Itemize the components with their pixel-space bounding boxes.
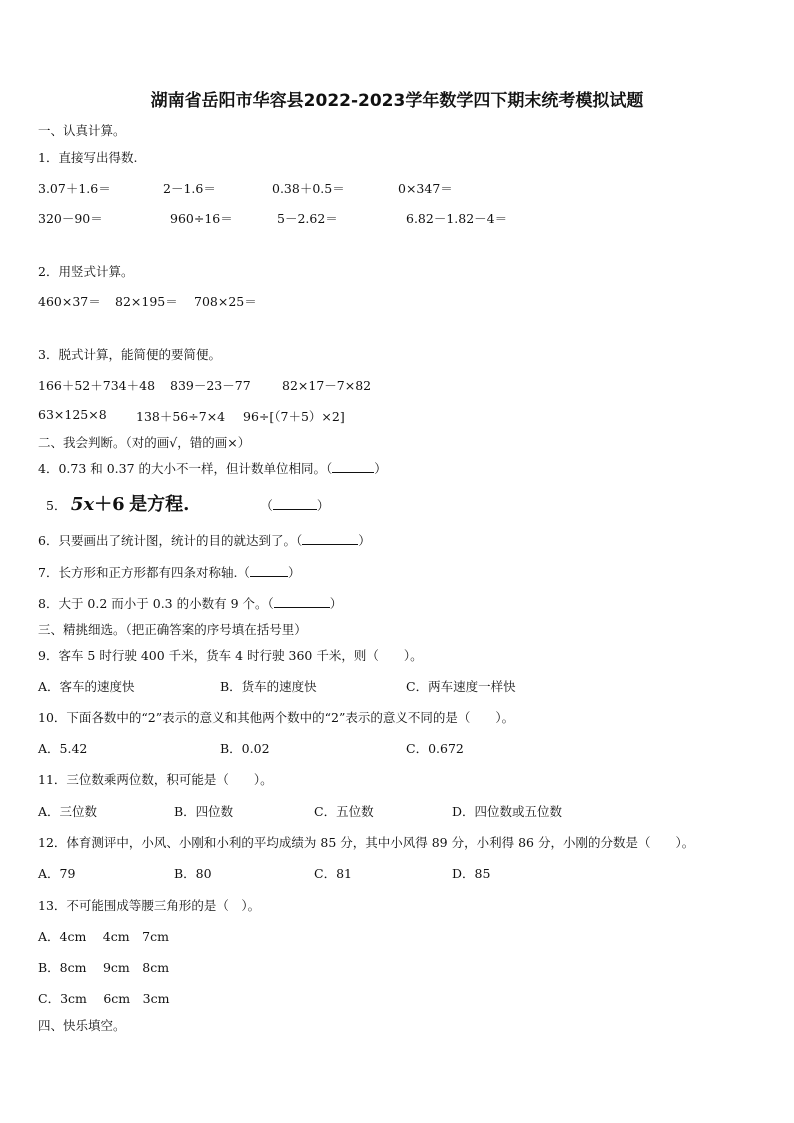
option-d[interactable]: D．85 xyxy=(452,866,491,881)
q3-item: 138＋56÷7×4 xyxy=(136,409,226,424)
option-c[interactable]: C．两车速度一样快 xyxy=(406,679,516,694)
q2-item: 460×37＝ xyxy=(38,294,101,309)
q1-item: 6.82－1.82－4＝ xyxy=(406,211,508,226)
q3-item: 82×17－7×82 xyxy=(282,378,372,393)
option-a[interactable]: A．79 xyxy=(38,866,76,881)
q2-item: 708×25＝ xyxy=(194,294,257,309)
section-4-heading: 四、快乐填空。 xyxy=(38,1018,126,1033)
q1-item: 0×347＝ xyxy=(398,181,453,196)
page-title: 湖南省岳阳市华容县2022-2023学年数学四下期末统考模拟试题 xyxy=(150,91,644,111)
option-c[interactable]: C．3cm 6cm 3cm xyxy=(38,991,170,1006)
q5 xyxy=(46,490,329,516)
q1-item: 2－1.6＝ xyxy=(163,181,216,196)
q2-prompt: 2．用竖式计算。 xyxy=(38,264,134,279)
q5-open: （ xyxy=(260,498,273,513)
q1-item: 3.07＋1.6＝ xyxy=(38,181,111,196)
q1-item: 960÷16＝ xyxy=(170,211,233,226)
q5-expr-rest: ＋6 xyxy=(94,494,125,515)
q8-text: 8．大于 0.2 而小于 0.3 的小数有 9 个。（ xyxy=(38,596,274,611)
q6-close: ） xyxy=(358,533,371,548)
q4-close: ） xyxy=(374,461,387,476)
q3-prompt: 3．脱式计算，能简便的要简便。 xyxy=(38,347,221,362)
option-b[interactable]: B．80 xyxy=(174,866,212,881)
q5-text: 是方程. xyxy=(129,494,190,515)
q3-item: 96÷[（7＋5）×2] xyxy=(243,409,345,424)
q6 xyxy=(38,531,371,549)
q3-item: 63×125×8 xyxy=(38,407,107,422)
section-1-heading: 一、认真计算。 xyxy=(38,123,126,138)
q7 xyxy=(38,563,300,581)
q4-text: 4．0.73 和 0.37 的大小不一样，但计数单位相同。（ xyxy=(38,461,333,476)
option-c[interactable]: C．五位数 xyxy=(314,804,374,819)
q10-text: 10．下面各数中的“2”表示的意义和其他两个数中的“2”表示的意义不同的是（ ）。 xyxy=(38,710,515,725)
option-b[interactable]: B．8cm 9cm 8cm xyxy=(38,960,170,975)
q1-item: 320－90＝ xyxy=(38,211,103,226)
answer-blank[interactable] xyxy=(273,498,317,510)
option-b[interactable]: B．四位数 xyxy=(174,804,234,819)
answer-blank[interactable] xyxy=(302,533,358,545)
section-2-heading: 二、我会判断。（对的画√，错的画×） xyxy=(38,435,251,450)
q11-text: 11．三位数乘两位数，积可能是（ ）。 xyxy=(38,772,273,787)
option-d[interactable]: D．四位数或五位数 xyxy=(452,804,563,819)
option-a[interactable]: A．三位数 xyxy=(38,804,98,819)
q5-expr-var: 5x xyxy=(70,494,95,515)
section-3-heading: 三、精挑细选。（把正确答案的序号填在括号里） xyxy=(38,622,307,637)
q8 xyxy=(38,594,342,612)
q1-item: 5－2.62＝ xyxy=(277,211,338,226)
q3-item: 839－23－77 xyxy=(170,378,251,393)
q3-item: 166＋52＋734＋48 xyxy=(38,378,156,393)
option-a[interactable]: A．5.42 xyxy=(38,741,88,756)
q2-item: 82×195＝ xyxy=(115,294,178,309)
q4 xyxy=(38,459,387,477)
q6-text: 6．只要画出了统计图，统计的目的就达到了。（ xyxy=(38,533,303,548)
q13-text: 13．不可能围成等腰三角形的是（ ）。 xyxy=(38,898,261,913)
option-a[interactable]: A．客车的速度快 xyxy=(38,679,135,694)
option-a[interactable]: A．4cm 4cm 7cm xyxy=(38,929,169,944)
q5-number: 5． xyxy=(46,498,67,513)
answer-blank[interactable] xyxy=(250,565,288,577)
q5-close: ） xyxy=(316,498,330,513)
q12-text: 12．体育测评中，小风、小刚和小利的平均成绩为 85 分，其中小风得 89 分，小利得 86 分，小刚的分数是（ ）。 xyxy=(38,835,695,850)
q7-text: 7．长方形和正方形都有四条对称轴.（ xyxy=(38,565,250,580)
q1-item: 0.38＋0.5＝ xyxy=(272,181,345,196)
option-c[interactable]: C．81 xyxy=(314,866,352,881)
option-c[interactable]: C．0.672 xyxy=(406,741,464,756)
q5-expression xyxy=(71,494,125,515)
q7-close: ） xyxy=(287,565,301,580)
option-b[interactable]: B．0.02 xyxy=(220,741,270,756)
option-b[interactable]: B．货车的速度快 xyxy=(220,679,317,694)
q9-text: 9．客车 5 时行驶 400 千米，货车 4 时行驶 360 千米，则（ ）。 xyxy=(38,648,423,663)
answer-blank[interactable] xyxy=(332,461,374,473)
q8-close: ） xyxy=(329,596,343,611)
answer-blank[interactable] xyxy=(274,596,330,608)
q1-prompt: 1．直接写出得数. xyxy=(38,150,138,165)
